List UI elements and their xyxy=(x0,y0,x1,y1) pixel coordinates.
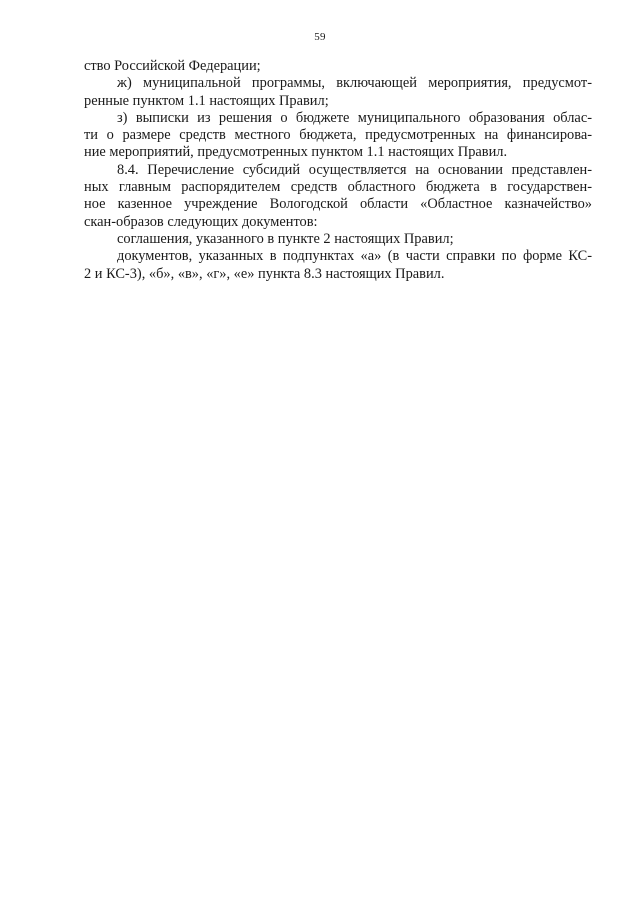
text-line: документов, указанных в подпунктах «а» (в части справки по форме КС- xyxy=(117,248,592,265)
text-line: ных главным распорядителем средств областного бюджета в государствен- xyxy=(84,179,592,196)
text-line: 8.4. Перечисление субсидий осуществляется на основании представлен- xyxy=(117,161,592,178)
document-body xyxy=(84,58,592,283)
text-line: ство Российской Федерации; xyxy=(84,58,261,74)
text-line: соглашения, указанного в пункте 2 настоящих Правил; xyxy=(117,230,454,247)
page-number: 59 xyxy=(314,31,326,43)
text-line: з) выписки из решения о бюджете муниципального образования облас- xyxy=(117,109,592,126)
text-line: ное казенное учреждение Вологодской области «Областное казначейство» xyxy=(84,196,592,213)
text-line: 2 и КС-3), «б», «в», «г», «е» пункта 8.3 настоящих Правил. xyxy=(84,265,445,282)
text-line: ти о размере средств местного бюджета, предусмотренных на финансирова- xyxy=(84,127,592,144)
text-line: ние мероприятий, предусмотренных пунктом 1.1 настоящих Правил. xyxy=(84,144,508,161)
text-line: скан-образов следующих документов: xyxy=(84,213,318,230)
text-line: ж) муниципальной программы, включающей мероприятия, предусмот- xyxy=(117,75,592,92)
text-line: ренные пунктом 1.1 настоящих Правил; xyxy=(84,92,329,109)
